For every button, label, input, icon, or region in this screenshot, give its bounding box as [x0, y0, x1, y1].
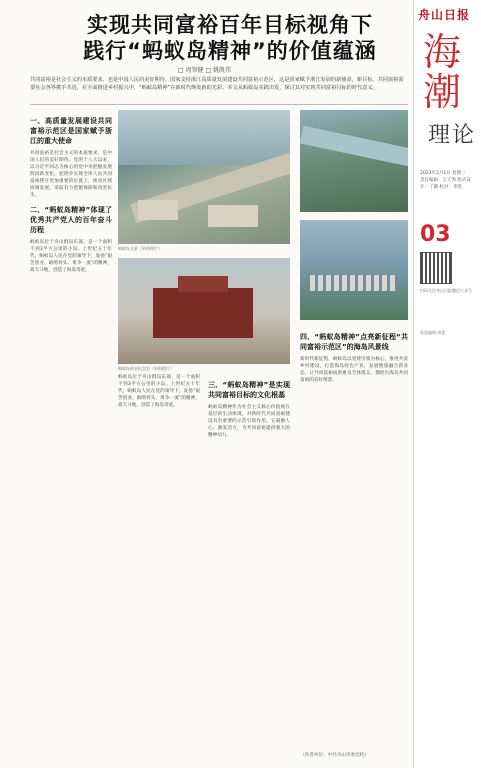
- column-2-text: 蚂蚁岛位于舟山群岛东部，是一个面积不到3平方公里的小岛。上世纪五十年代，蚂蚁岛人民在党的领导下，发扬“艰苦创业、敢啃骨头、勇争一流”的精神，战天斗地，创造了海岛奇迹。: [118, 375, 200, 408]
- title-line-1: 实现共同富裕百年目标视角下: [87, 13, 373, 37]
- edition-credits: 责任编辑：王天秀 版式设计：丁骥 校对：李凯: [420, 178, 471, 190]
- aerial-photo-coast: [300, 110, 408, 212]
- date-line: 2023年2月1日 星期三: [420, 171, 466, 176]
- article-title: [60, 12, 400, 64]
- date-and-credits: [420, 170, 478, 191]
- section-heading-4: 四、“蚂蚁岛精神”点亮新征程“共同富裕示范区”的海岛风景线: [300, 333, 408, 351]
- lead-paragraph: 共同富裕是社会主义的本质要求，也是中国人民的美好期待。国家支持浙江高质量发展建设共同富裕示范区，这是国家赋予浙江发展的新使命、新目标。共同富裕需要社会各界携手共进，在全面推进乡村振兴中，“蚂蚁岛精神”在新时代焕发新的光彩。本文从蚂蚁岛实践出发，探讨其对实现共同富裕目标的时代意义。: [30, 77, 404, 91]
- section-heading-1: 一、高质量发展建设共同富裕示范区是国家赋予浙江的重大使命: [30, 117, 112, 145]
- photo-building: [208, 205, 258, 227]
- photo-boats: [310, 275, 398, 291]
- photo-channel: [300, 126, 408, 173]
- qr-code-icon[interactable]: [420, 252, 452, 284]
- editor-note: 版面编辑 周蕾: [420, 330, 446, 335]
- qr-caption: 扫码关注舟山日报微信公众号: [420, 288, 472, 293]
- author-note: （作者单位：中共舟山市委党校）: [300, 753, 369, 758]
- column-3: [208, 374, 290, 754]
- subsection-title: 理论: [428, 123, 477, 148]
- photo-hall: [153, 288, 253, 338]
- section-title: 海潮: [423, 30, 462, 114]
- photo-caption-1: 蚂蚁岛全景（资料图片）: [118, 246, 162, 251]
- section-heading-2: 二、“蚂蚁岛精神”体现了优秀共产党人的百年奋斗历程: [30, 206, 112, 234]
- byline: □ 周智健 □ 姚凯伟: [178, 67, 232, 74]
- title-line-2: 践行“蚂蚁岛精神”的价值蕴涵: [83, 39, 377, 63]
- masthead-logo: 舟山日报: [418, 8, 471, 22]
- aerial-photo-island: [118, 110, 290, 244]
- section-text-4: 新时代新征程，蚂蚁岛以党建引领为核心，推进共富乡村建设，打造海岛特色产业，发展渔旅融合新业态，让共同富裕成果惠及全体群众，描绘出海岛共同富裕的美好图景。: [300, 357, 408, 383]
- side-band: [414, 0, 481, 768]
- harbor-photo: [300, 220, 408, 320]
- photo-caption-2: 蚂蚁岛创业纪念室（资料图片）: [118, 366, 174, 371]
- section-text-1: 共同富裕是社会主义的本质要求，是中国人民的美好期待。党的十八大以来，以习近平同志为核心的党中央把握发展阶段新变化，把逐步实现全体人民共同富裕摆在更加重要的位置上，推动区域协调发展，采取有力措施保障和改善民生。: [30, 151, 112, 198]
- column-1: [30, 110, 112, 750]
- photo-building: [138, 200, 178, 220]
- section-heading-3: 三、“蚂蚁岛精神”是实现共同富裕目标的文化根基: [208, 381, 290, 399]
- section-text-2: 蚂蚁岛位于舟山群岛东部，是一个面积不到3平方公里的小岛。上世纪五十年代，蚂蚁岛人民在党的领导下，发扬“艰苦创业、敢啃骨头、勇争一流”的精神，战天斗地，创造了海岛奇迹。: [30, 240, 112, 273]
- column-4: [300, 326, 408, 746]
- section-text-3: 蚂蚁岛精神作为社会主义核心价值观在基层的生动体现，对新时代共同富裕建设具有重要的示范引领作用。它凝聚人心、激发活力，为共同富裕提供强大的精神动力。: [208, 405, 290, 438]
- photo-water: [118, 110, 290, 165]
- page-number: 03: [420, 222, 451, 247]
- photo-hall-roof: [178, 276, 228, 292]
- column-2: [118, 374, 200, 754]
- memorial-hall-photo: [118, 258, 290, 364]
- divider: [30, 104, 408, 105]
